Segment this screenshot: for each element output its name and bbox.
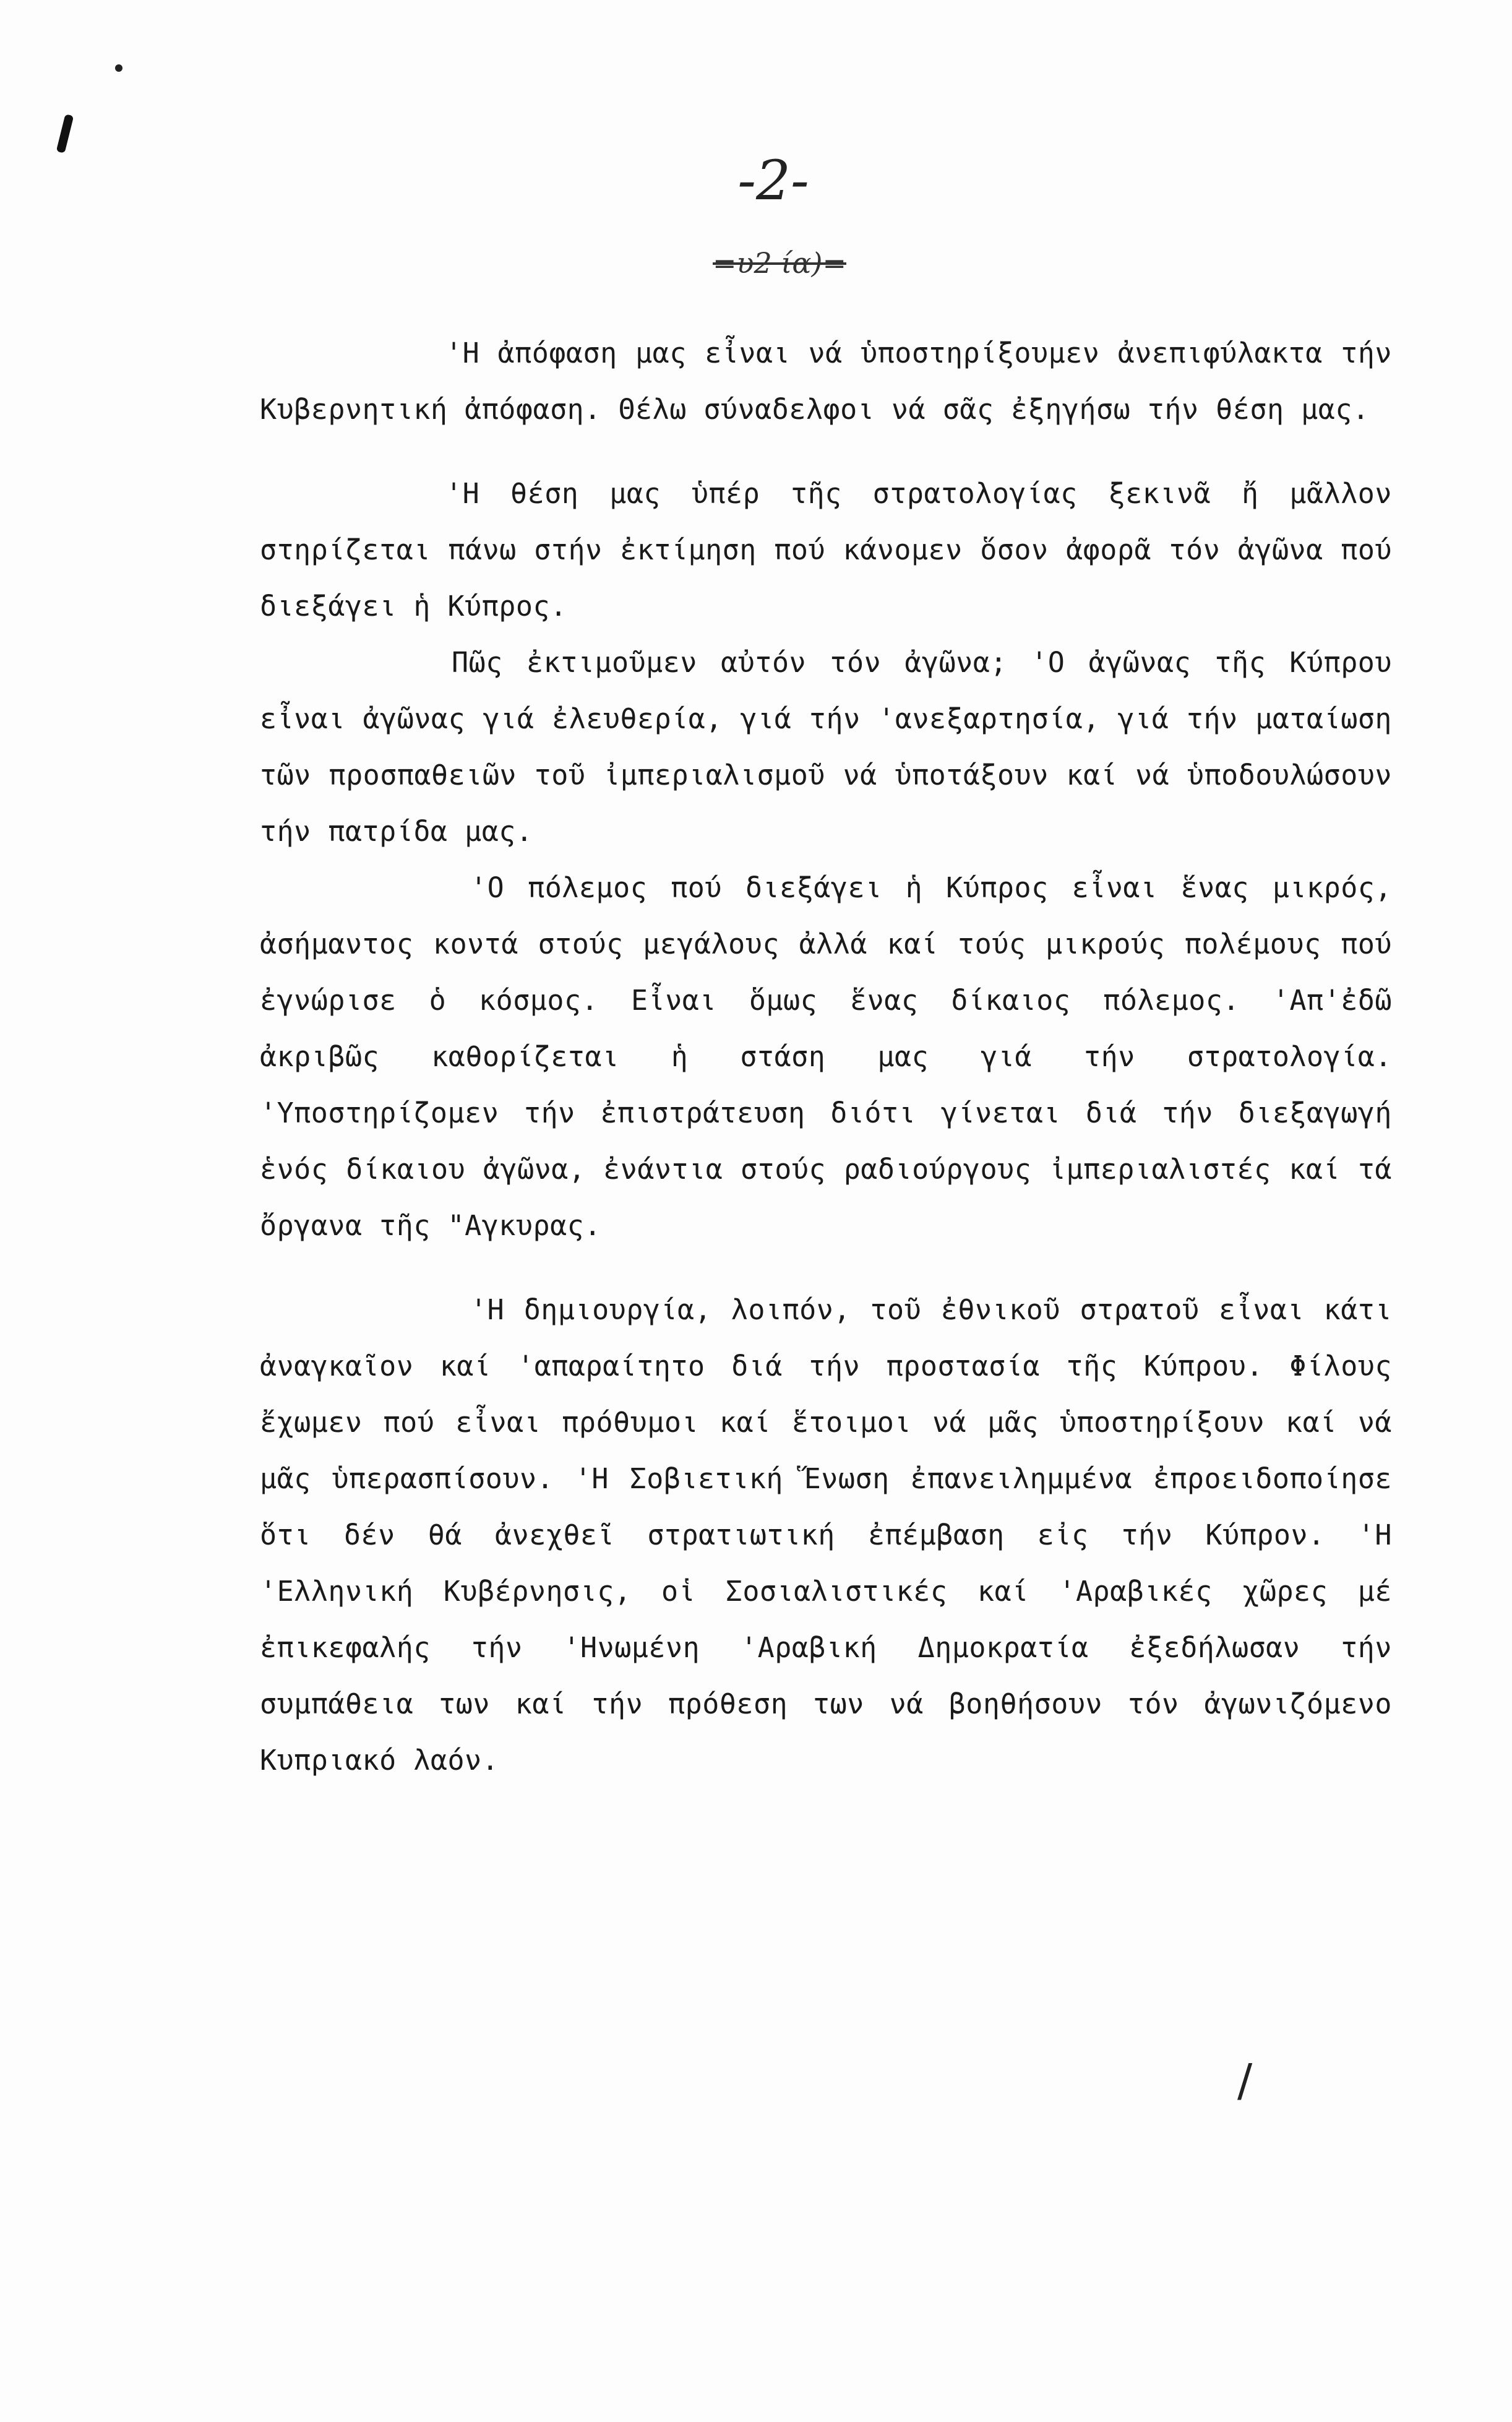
ink-dot-mark — [115, 64, 122, 72]
page-number: -2- — [737, 149, 809, 212]
handwritten-annotation: =υ2 ία)= — [713, 246, 846, 280]
paragraph-decision: 'Η ἀπόφαση μας εἶναι νά ὑποστηρίξουμεν ἀνεπιφύλακτα τήν Κυβερνητική ἀπόφαση. Θέλω σύναδελφοι νά σᾶς ἐξηγήσω τήν θέση μας. — [260, 337, 1392, 426]
paragraph-struggle: Πῶς ἐκτιμοῦμεν αὐτόν τόν ἀγῶνα; 'Ο ἀγῶνας τῆς Κύπρου εἶναι ἀγῶνας γιά ἐλευθερία, γιά τήν 'ανεξαρτησία, γιά τήν ματαίωση τῶν προσπαθειῶν τοῦ ἰμπεριαλισμοῦ νά ὑποτάξουν καί νά ὑποδουλώσουν τήν πατρίδα μας. — [260, 646, 1392, 848]
typed-body — [260, 325, 1392, 1788]
ink-tick-mark — [56, 114, 74, 153]
paragraph-national-army: 'Η δημιουργία, λοιπόν, τοῦ ἐθνικοῦ στρατοῦ εἶναι κάτι ἀναγκαῖον καί 'απαραίτητο διά τήν προστασία τῆς Κύπρου. Φίλους ἔχωμεν πού εἶναι πρόθυμοι καί ἕτοιμοι νά μᾶς ὑποστηρίξουν καί νά μᾶς ὑπερασπίσουν. 'Η Σοβιετική Ἕνωση ἐπανειλημμένα ἐπροειδοποίησε ὅτι δέν θά ἀνεχθεῖ στρατιωτική ἐπέμβαση εἰς τήν Κύπρον. 'Η 'Ελληνική Κυβέρνησις, οἱ Σοσιαλιστικές καί 'Αραβικές χῶρες μέ ἐπικεφαλής τήν 'Ηνωμένη 'Αραβική Δημοκρατία ἐξεδήλωσαν τήν συμπάθεια των καί τήν πρόθεση των νά βοηθήσουν τόν ἀγωνιζόμενο Κυπριακό λαόν. — [260, 1293, 1392, 1777]
paragraph-position: 'Η θέση μας ὑπέρ τῆς στρατολογίας ξεκινᾶ ἤ μᾶλλον στηρίζεται πάνω στήν ἐκτίμηση πού κάνομεν ὅσον ἀφορᾶ τόν ἀγῶνα πού διεξάγει ἡ Κύπρος. — [260, 477, 1392, 623]
end-mark: / — [1237, 2054, 1253, 2106]
paragraph-war: 'Ο πόλεμος πού διεξάγει ἡ Κύπρος εἶναι ἕνας μικρός, ἀσήμαντος κοντά στούς μεγάλους ἀλλά καί τούς μικρούς πολέμους πού ἐγνώρισε ὁ κόσμος. Εἶναι ὅμως ἕνας δίκαιος πόλεμος. 'Απ'ἐδῶ ἀκριβῶς καθορίζεται ἡ στάση μας γιά τήν στρατολογία. 'Υποστηρίζομεν τήν ἐπιστράτευση διότι γίνεται διά τήν διεξαγωγή ἑνός δίκαιου ἀγῶνα, ἐνάντια στούς ραδιούργους ἰμπεριαλιστές καί τά ὄργανα τῆς "Αγκυρας. — [260, 871, 1392, 1242]
